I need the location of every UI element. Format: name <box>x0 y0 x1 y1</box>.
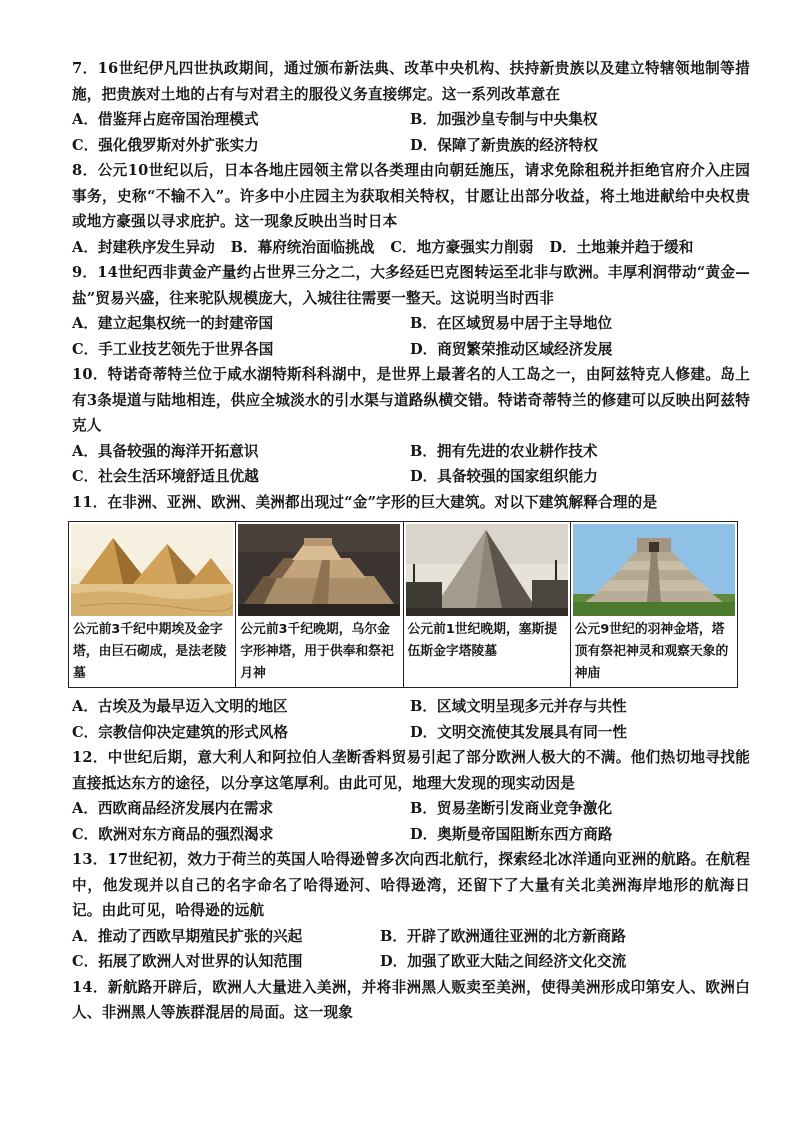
caption: 公元前3千纪中期埃及金字塔，由巨石砌成，是法老陵墓 <box>73 622 227 681</box>
option-b: B．贸易垄断引发商业竞争激化 <box>410 800 613 817</box>
option-c: C．手工业技艺领先于世界各国 <box>72 340 274 358</box>
question-7 <box>72 56 750 158</box>
pyramid-of-cestius-image <box>406 524 568 616</box>
options <box>72 235 750 261</box>
options <box>72 439 750 490</box>
option-a: A．封建秩序发生异动 <box>72 238 215 256</box>
question-13 <box>72 847 750 975</box>
question-stem: 9．14世纪西非黄金产量约占世界三分之二，大多经廷巴克图转运至北非与欧洲。丰厚利润带动“黄金—盐”贸易兴盛，往来驼队规模庞大，入城往往需要一整天。这说明当时西非 <box>72 264 750 307</box>
option-d: D．保障了新贵族的经济特权 <box>410 136 598 154</box>
question-stem: 8．公元10世纪以后，日本各地庄园领主常以各类理由向朝廷施压，请求免除租税并拒绝官府介入庄园事务，史称“不输不入”。许多中小庄园主为获取相关特权，甘愿让出部分收益，将土地进献给中央权贵或地方豪强以寻求庇护。这一现象反映出当时日本 <box>72 162 750 230</box>
caption: 公元9世纪的羽神金塔，塔顶有祭祀神灵和观察天象的神庙 <box>574 622 729 681</box>
table-cell-ur <box>236 522 403 688</box>
options <box>72 694 750 745</box>
caption: 公元前3千纪晚期，乌尔金字形神塔，用于供奉和祭祀月神 <box>240 622 394 681</box>
option-a: A．具备较强的海洋开拓意识 <box>72 442 259 460</box>
question-stem: 12．中世纪后期，意大利人和阿拉伯人垄断香料贸易引起了部分欧洲人极大的不满。他们热切地寻找能直接抵达东方的途径，以分享这笔厚利。由此可见，地理大发现的现实动因是 <box>72 749 750 792</box>
egypt-pyramids-image <box>71 524 233 616</box>
options <box>72 107 750 158</box>
options <box>72 796 750 847</box>
option-c: C．宗教信仰决定建筑的形式风格 <box>72 723 288 741</box>
table-cell-egypt <box>69 522 236 688</box>
option-a: A．推动了西欧早期殖民扩张的兴起 <box>72 927 303 945</box>
option-c: C．社会生活环境舒适且优越 <box>72 468 259 485</box>
option-b: B．在区域贸易中居于主导地位 <box>410 315 613 332</box>
table-cell-cestius <box>403 522 570 688</box>
question-9 <box>72 260 750 362</box>
options <box>72 924 750 975</box>
option-a: A．借鉴拜占庭帝国治理模式 <box>72 111 259 128</box>
question-8 <box>72 158 750 260</box>
question-stem: 13．17世纪初，效力于荷兰的英国人哈得逊曾多次向西北航行，探索经北冰洋通向亚洲的航路。在航程中，他发现并以自己的名字命名了哈得逊河、哈得逊湾，还留下了大量有关北美洲海岸地形的航海日记。由此可见，哈得逊的远航 <box>72 851 750 919</box>
question-stem: 11．在非洲、亚洲、欧洲、美洲都出现过“金”字形的巨大建筑。对以下建筑解释合理的是 <box>72 493 658 511</box>
question-10 <box>72 362 750 490</box>
ziggurat-of-ur-image <box>238 524 400 616</box>
question-stem: 10．特诺奇蒂特兰位于咸水湖特斯科科湖中，是世界上最著名的人工岛之一，由阿兹特克人修建。岛上有3条堤道与陆地相连，供应全城淡水的引水渠与道路纵横交错。特诺奇蒂特兰的修建可以反映出阿兹特克人 <box>72 366 750 434</box>
el-castillo-pyramid-image <box>573 524 735 616</box>
option-d: D．商贸繁荣推动区域经济发展 <box>410 340 613 358</box>
option-d: D．土地兼并趋于缓和 <box>549 238 694 256</box>
option-a: A．建立起集权统一的封建帝国 <box>72 315 274 332</box>
options <box>72 311 750 362</box>
question-11 <box>72 490 750 746</box>
option-c: C．地方豪强实力削弱 <box>390 238 534 256</box>
question-stem: 14．新航路开辟后，欧洲人大量进入美洲，并将非洲黑人贩卖至美洲，使得美洲形成印第安人、欧洲白人、非洲黑人等族群混居的局面。这一现象 <box>72 978 750 1021</box>
option-c: C．欧洲对东方商品的强烈渴求 <box>72 825 274 843</box>
option-a: A．西欧商品经济发展内在需求 <box>72 800 274 817</box>
option-d: D．具备较强的国家组织能力 <box>410 468 598 485</box>
option-b: B．幕府统治面临挑战 <box>230 238 375 256</box>
option-b: B．开辟了欧洲通往亚洲的北方新商路 <box>380 927 626 945</box>
option-c: C．拓展了欧洲人对世界的认知范围 <box>72 953 303 970</box>
question-12 <box>72 745 750 847</box>
question-stem: 7．16世纪伊凡四世执政期间，通过颁布新法典、改革中央机构、扶持新贵族以及建立特辖领地制等措施，把贵族对土地的占有与对君主的服役义务直接绑定。这一系列改革意在 <box>72 60 750 103</box>
option-b: B．拥有先进的农业耕作技术 <box>410 442 598 460</box>
option-b: B．加强沙皇专制与中央集权 <box>410 111 598 128</box>
option-d: D．加强了欧亚大陆之间经济文化交流 <box>380 953 627 970</box>
option-c: C．强化俄罗斯对外扩张实力 <box>72 136 259 154</box>
table-cell-mesoamerica <box>570 522 737 688</box>
architecture-table <box>68 521 738 688</box>
option-b: B．区域文明呈现多元并存与共性 <box>410 698 627 715</box>
option-d: D．文明交流使其发展具有同一性 <box>410 723 627 741</box>
option-a: A．古埃及为最早迈入文明的地区 <box>72 698 288 715</box>
caption: 公元前1世纪晚期，塞斯提伍斯金字塔陵墓 <box>407 622 558 659</box>
question-14 <box>72 975 750 1026</box>
option-d: D．奥斯曼帝国阻断东西方商路 <box>410 825 613 843</box>
